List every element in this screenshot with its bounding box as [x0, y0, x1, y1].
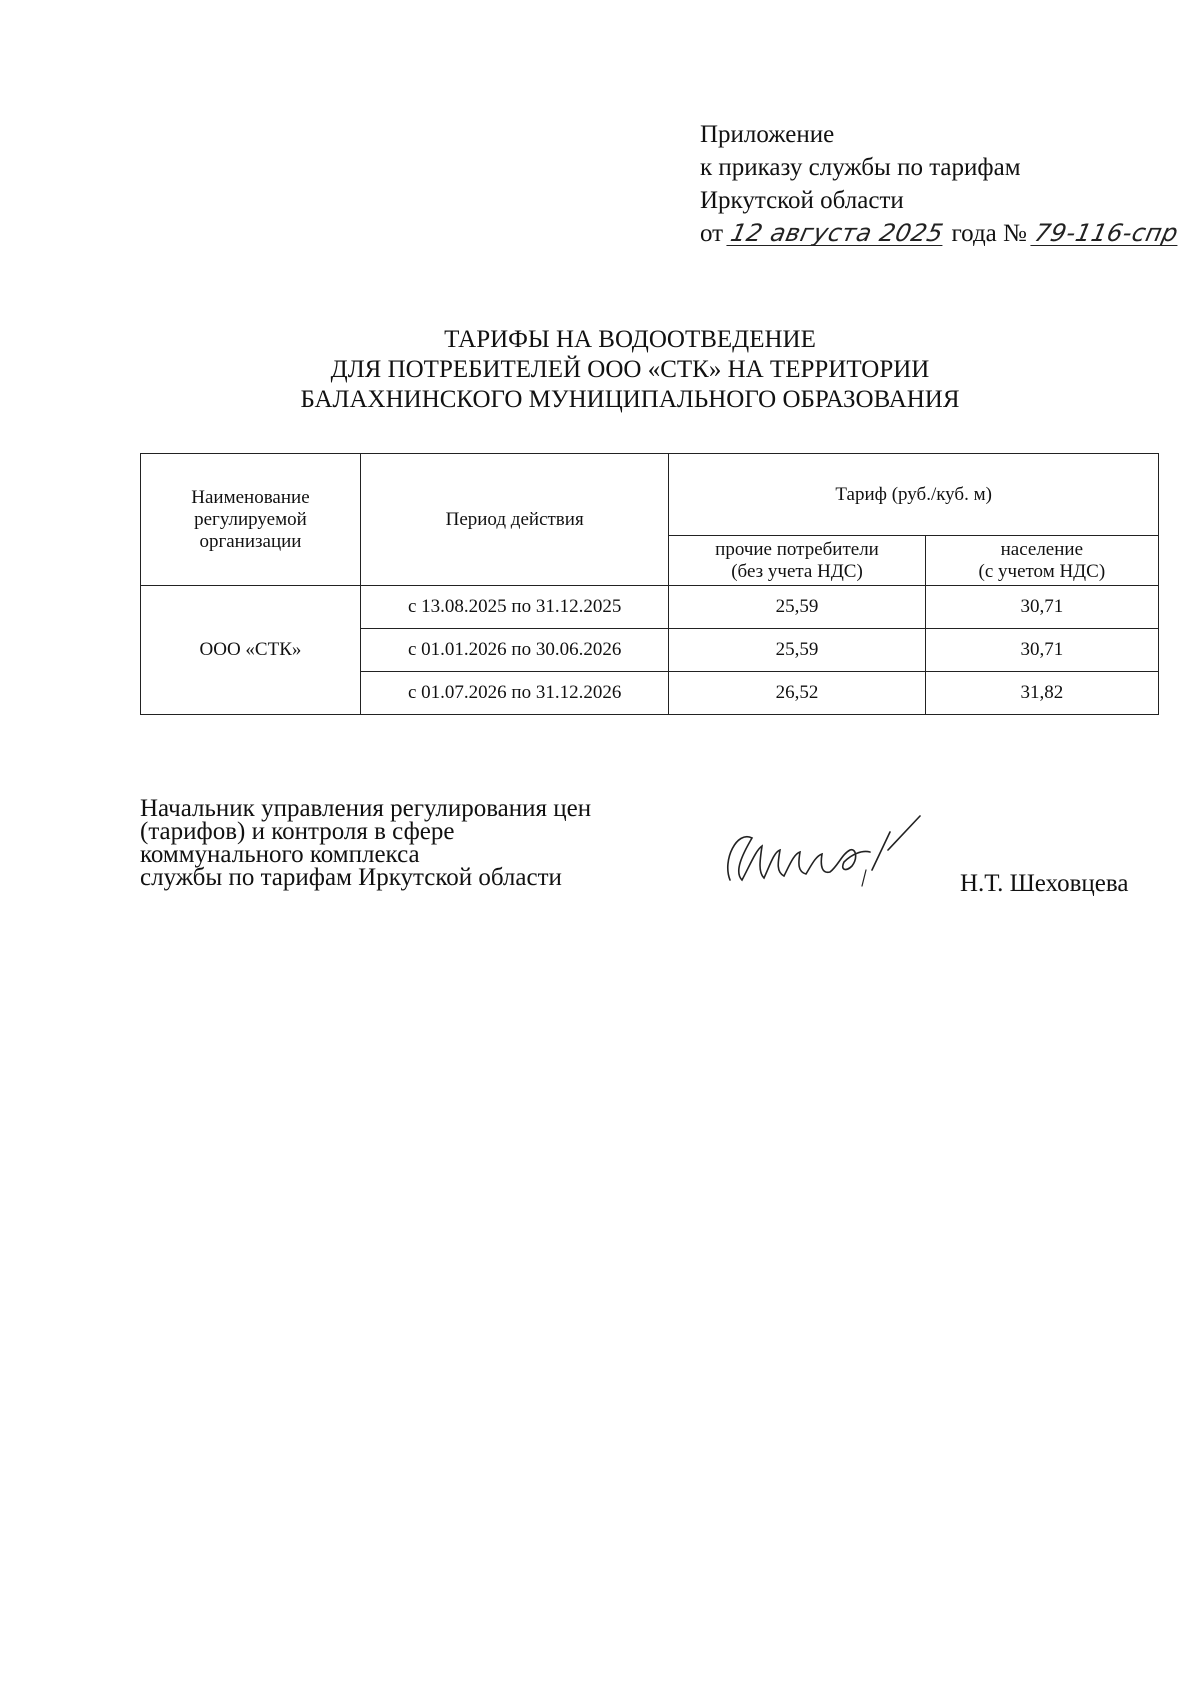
population-tariff-cell: 31,82 — [925, 672, 1158, 715]
header-org-line-2: регулируемой — [194, 508, 307, 530]
period-cell: с 13.08.2025 по 31.12.2025 — [360, 586, 668, 629]
header-org-line-1: Наименование — [191, 486, 310, 508]
header-pop-line-1: население — [1000, 538, 1084, 560]
year-number-label: года № — [951, 220, 1027, 247]
period-cell: с 01.01.2026 по 30.06.2026 — [360, 629, 668, 672]
header-org-line-3: организации — [199, 530, 302, 552]
handwritten-order-number: 79-116-спр — [1032, 219, 1182, 247]
org-name-cell: ООО «СТК» — [141, 586, 361, 715]
position-line-3: коммунального комплекса — [140, 841, 420, 868]
header-tariff-cell: Тариф (руб./куб. м) — [669, 454, 1159, 536]
header-population-cell — [925, 536, 1158, 586]
position-line-4: службы по тарифам Иркутской области — [140, 864, 562, 891]
header-org-cell — [141, 454, 361, 586]
handwritten-signature — [712, 810, 932, 900]
tariff-table — [140, 453, 1159, 715]
title-line-1: ТАРИФЫ НА ВОДООТВЕДЕНИЕ — [444, 326, 816, 353]
document-title — [130, 325, 1130, 415]
position-line-1: Начальник управления регулирования цен — [140, 795, 592, 822]
title-line-2: ДЛЯ ПОТРЕБИТЕЛЕЙ ООО «СТК» НА ТЕРРИТОРИИ — [330, 356, 930, 383]
appendix-header — [700, 118, 1180, 250]
signer-name: Н.Т. Шеховцева — [960, 870, 1129, 897]
appendix-date-line — [700, 217, 1180, 250]
handwritten-date: 12 августа 2025 — [728, 219, 947, 247]
other-tariff-cell: 25,59 — [669, 629, 925, 672]
table-header-row — [141, 454, 1159, 536]
title-line-3: БАЛАХНИНСКОГО МУНИЦИПАЛЬНОГО ОБРАЗОВАНИЯ — [300, 386, 960, 413]
from-label: от — [700, 220, 724, 247]
header-period-cell: Период действия — [360, 454, 668, 586]
appendix-label: Приложение — [700, 121, 835, 148]
other-tariff-cell: 26,52 — [669, 672, 925, 715]
table-row — [141, 586, 1159, 629]
header-other-consumers-cell — [669, 536, 925, 586]
population-tariff-cell: 30,71 — [925, 629, 1158, 672]
header-other-line-2: (без учета НДС) — [731, 560, 863, 582]
appendix-order-ref: к приказу службы по тарифам — [700, 154, 1021, 181]
position-line-2: (тарифов) и контроля в сфере — [140, 818, 455, 845]
period-cell: с 01.07.2026 по 31.12.2026 — [360, 672, 668, 715]
population-tariff-cell: 30,71 — [925, 586, 1158, 629]
other-tariff-cell: 25,59 — [669, 586, 925, 629]
signatory-position — [140, 797, 591, 889]
appendix-region: Иркутской области — [700, 187, 904, 214]
header-other-line-1: прочие потребители — [715, 538, 879, 560]
header-pop-line-2: (с учетом НДС) — [978, 560, 1106, 582]
